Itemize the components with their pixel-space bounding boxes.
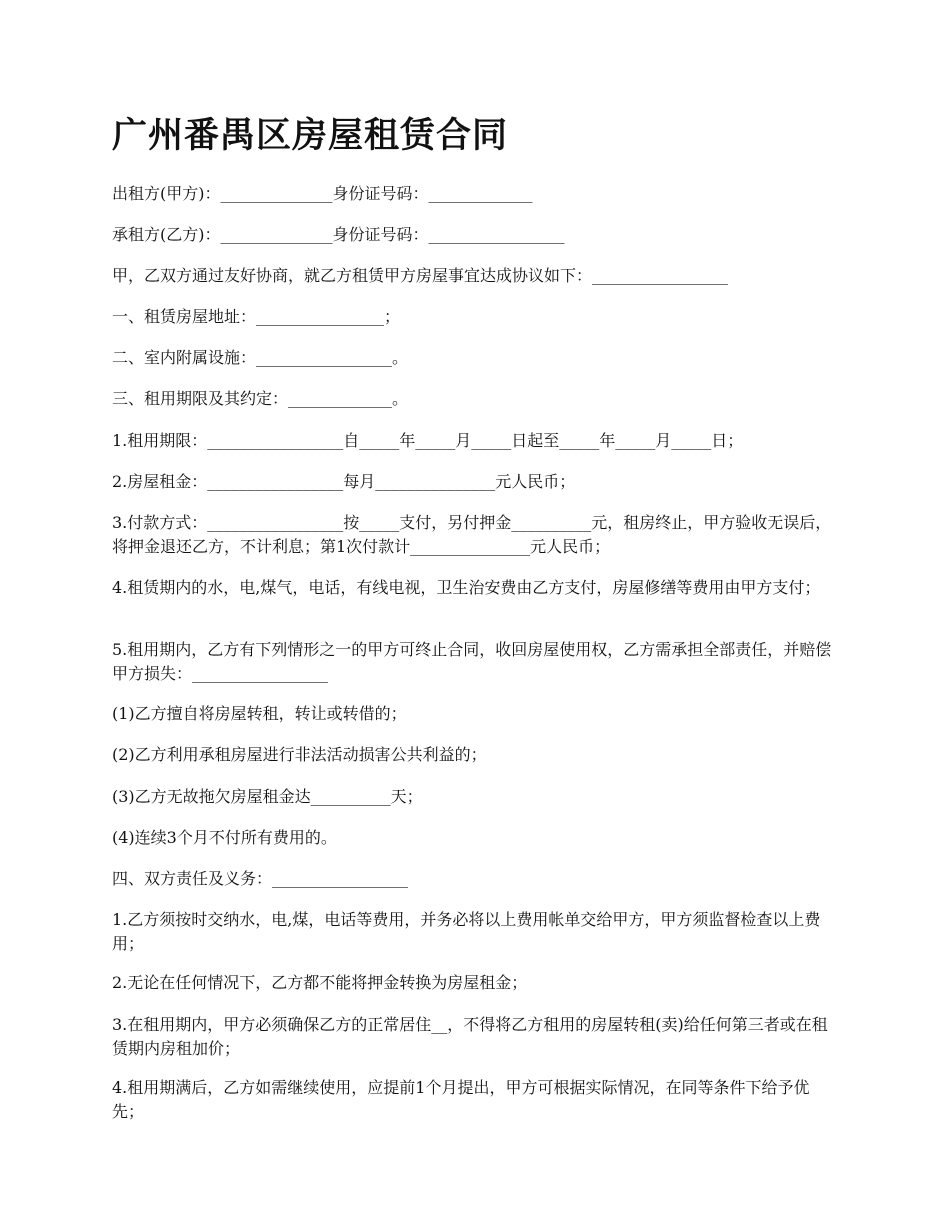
agreement-intro: 甲，乙双方通过友好协商，就乙方租赁甲方房屋事宜达成协议如下：_________________	[112, 266, 729, 285]
clause-termination: 5.租用期内，乙方有下列情形之一的甲方可终止合同，收回房屋使用权，乙方需承担全部责任，并赔偿甲方损失：_________________	[112, 640, 832, 683]
clause-lease-period: 1.租用期限：_________________自_____年_____月_____日起至_____年_____月_____日；	[112, 431, 744, 450]
termination-case-2: (2)乙方利用承租房屋进行非法活动损害公共利益的；	[112, 745, 487, 764]
duty-1: 1.乙方须按时交纳水，电,煤，电话等费用，并务必将以上费用帐单交给甲方，甲方须监督检查以上费用；	[112, 910, 821, 953]
section-2-facilities: 二、室内附属设施：_________________。	[112, 348, 409, 367]
duty-4: 4.租用期满后，乙方如需继续使用，应提前1个月提出，甲方可根据实际情况，在同等条件下给予优先；	[112, 1078, 810, 1121]
duty-3: 3.在租用期内，甲方必须确保乙方的正常居住__，不得将乙方租用的房屋转租(卖)给任何第三者或在租赁期内房租加价；	[112, 1015, 828, 1058]
clause-utilities: 4.租赁期内的水，电,煤气，电话，有线电视，卫生治安费由乙方支付，房屋修缮等费用由甲方支付；	[112, 578, 821, 597]
duty-2: 2.无论在任何情况下，乙方都不能将押金转换为房屋租金；	[112, 973, 528, 992]
termination-case-3: (3)乙方无故拖欠房屋租金达__________天；	[112, 787, 423, 806]
termination-case-1: (1)乙方擅自将房屋转租，转让或转借的；	[112, 704, 407, 723]
document-title: 广州番禺区房屋租赁合同	[112, 116, 509, 156]
clause-payment-method: 3.付款方式：_________________按_____支付，另付押金__________元，租房终止，甲方验收无误后，将押金退还乙方，不计利息；第1次付款计_______________元人民币；	[112, 513, 832, 556]
clause-rent: 2.房屋租金：_________________每月_______________元人民币；	[112, 472, 576, 491]
section-4-duties: 四、双方责任及义务：_________________	[112, 869, 409, 888]
section-1-address: 一、租赁房屋地址：________________；	[112, 307, 401, 326]
lessor-line: 出租方(甲方)：______________身份证号码：_____________	[112, 184, 533, 203]
section-3-term: 三、租用期限及其约定：_____________。	[112, 389, 409, 408]
termination-case-4: (4)连续3个月不付所有费用的。	[112, 828, 337, 847]
lessee-line: 承租方(乙方)：______________身份证号码：_________________	[112, 225, 565, 244]
